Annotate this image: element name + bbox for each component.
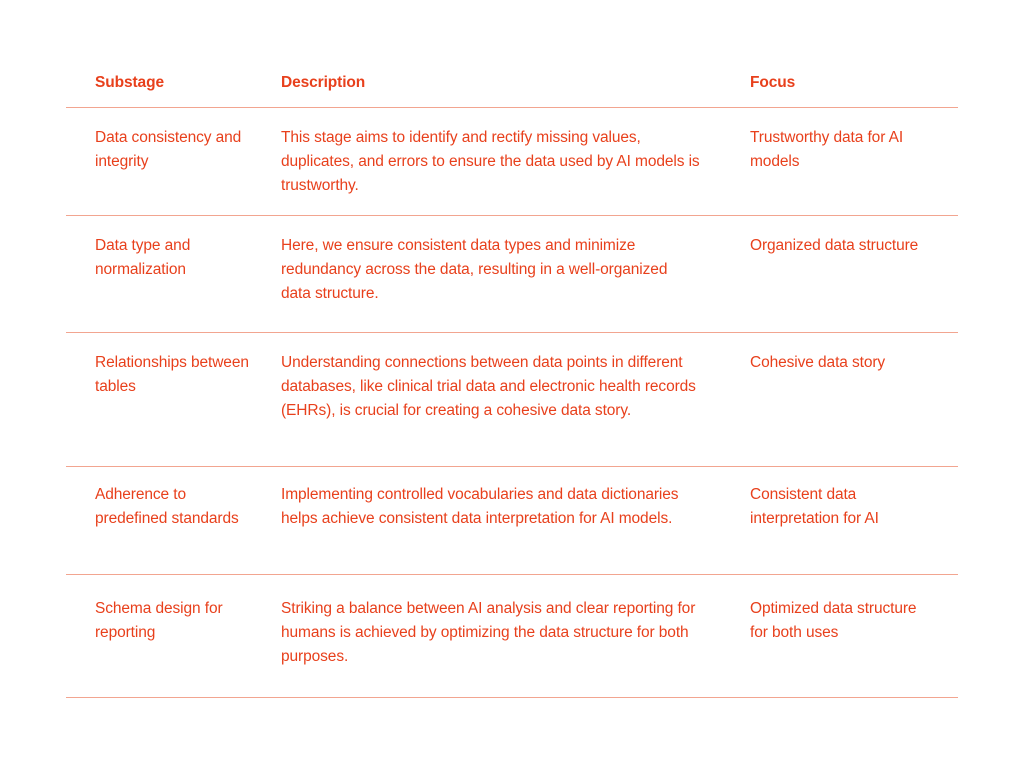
focus-cell: Trustworthy data for AI models — [750, 129, 904, 170]
header-description: Description — [281, 74, 366, 91]
description-cell: Here, we ensure consistent data types and minimize redundancy across the data, resulting in a well-organized data structure. — [281, 237, 668, 302]
substage-cell: Relationships between tables — [95, 354, 249, 395]
table-row — [66, 333, 958, 467]
focus-cell: Consistent data interpretation for AI — [750, 486, 879, 527]
substage-cell: Adherence to predefined standards — [95, 486, 239, 527]
data-table — [66, 62, 958, 698]
description-cell: Implementing controlled vocabularies and data dictionaries helps achieve consistent data interpretation for AI models. — [281, 486, 679, 527]
focus-cell: Organized data structure — [750, 237, 919, 254]
focus-cell: Optimized data structure for both uses — [750, 600, 917, 641]
focus-cell: Cohesive data story — [750, 354, 886, 371]
description-cell: Understanding connections between data points in different databases, like clinical trial data and electronic health records (EHRs), is crucial for creating a cohesive data story. — [281, 354, 696, 419]
table-header-row — [66, 62, 958, 108]
description-cell: Striking a balance between AI analysis and clear reporting for humans is achieved by optimizing the data structure for both purposes. — [281, 600, 696, 665]
table-row — [66, 467, 958, 575]
table-row — [66, 575, 958, 698]
description-cell: This stage aims to identify and rectify missing values, duplicates, and errors to ensure the data used by AI models is trustworthy. — [281, 129, 700, 194]
substage-cell: Schema design for reporting — [95, 600, 223, 641]
table-row — [66, 216, 958, 333]
header-focus: Focus — [750, 74, 796, 91]
table-row — [66, 108, 958, 216]
substage-cell: Data type and normalization — [95, 237, 191, 278]
header-substage: Substage — [95, 74, 164, 91]
substage-cell: Data consistency and integrity — [95, 129, 242, 170]
